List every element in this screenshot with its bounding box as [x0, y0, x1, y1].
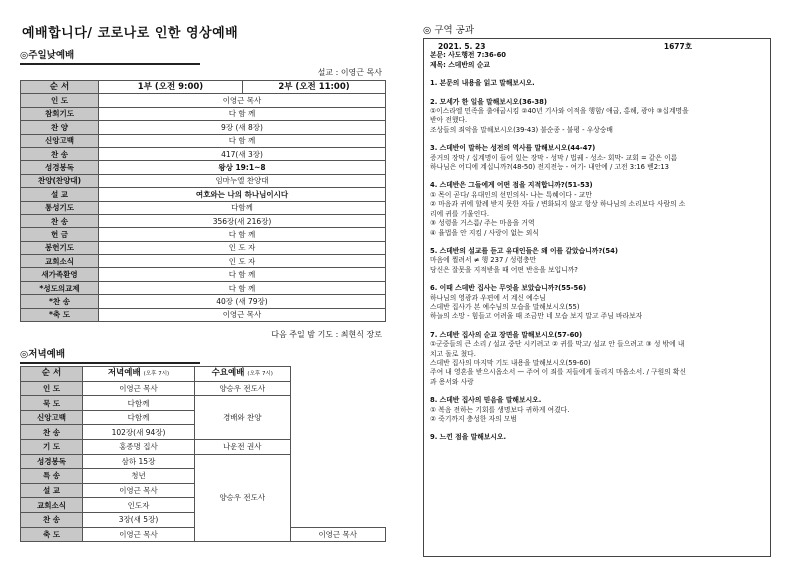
evening-header: 저녁예배	[107, 367, 141, 378]
header-cell	[83, 367, 195, 382]
evening-value: 이영근 목사	[83, 381, 195, 396]
table-row	[21, 454, 386, 469]
study-box	[423, 38, 771, 557]
answer-line: 스데반 집사가 본 예수님의 모습을 말해보시오(55)	[430, 302, 580, 311]
row-label: 통성기도	[21, 201, 99, 214]
row-value: 417(새 3장)	[99, 147, 386, 160]
table-row	[21, 147, 386, 160]
table-row	[21, 134, 386, 147]
question: 2. 모세가 한 일을 말해보시오(36-38)	[430, 97, 547, 106]
row-label: 찬 송	[21, 425, 83, 440]
evening-value: 102장(새 94장)	[83, 425, 195, 440]
answer-line: ③ 성령을 거스름/ 주는 마음을 거역	[430, 219, 535, 228]
doc-title: 예배합니다/ 코로나로 인한 영상예배	[22, 26, 239, 41]
question: 5. 스데반의 설교를 듣고 유대인들은 왜 이를 갈았습니까?(54)	[430, 246, 618, 255]
row-label: *축 도	[21, 308, 99, 321]
row-value: 인 도 자	[99, 255, 386, 268]
study-section-title: ◎ 구역 공과	[423, 25, 475, 36]
date-row	[430, 42, 764, 51]
evening-order-table	[20, 366, 386, 542]
lesson-lines	[430, 79, 764, 443]
wednesday-value: 경배와 찬양	[195, 396, 291, 440]
table-row	[21, 241, 386, 254]
evening-value: 다함께	[83, 396, 195, 411]
text-reference: 본문: 사도행전 7:36-60	[430, 51, 507, 60]
answer-line: ①이스라엘 민족을 출애굽시킴 ②40년 기사와 이적을 행함/ 애굽, 홍해, 광야 ③십계명을	[430, 107, 689, 116]
table-row	[21, 201, 386, 214]
table-row	[21, 228, 386, 241]
row-value: 임마누엘 찬양대	[99, 174, 386, 187]
header-cell	[195, 367, 291, 382]
evening-section-title: ◎저녁예배	[20, 346, 200, 364]
answer-line: 치고 돌로 쳤다.	[430, 349, 476, 358]
table-row	[21, 174, 386, 187]
lesson-subject: 제목: 스데반의 순교	[430, 60, 490, 69]
table-row	[21, 381, 386, 396]
answer-line: ①군중들의 큰 소리 / 설교 중단 시키려고 ② 귀를 막고/ 설교 안 들으려고 ③ 성 밖에 내	[430, 340, 685, 349]
row-label: 기 도	[21, 440, 83, 455]
row-label: 찬양(찬양대)	[21, 174, 99, 187]
answer-line: 받아 전했다.	[430, 116, 468, 125]
evening-value: 다함께	[83, 410, 195, 425]
row-value: 다 함 께	[99, 134, 386, 147]
left-page	[20, 22, 386, 542]
table-row	[21, 107, 386, 120]
table-row	[21, 440, 386, 455]
evening-value: 이영근 목사	[83, 483, 195, 498]
row-value: 다 함 께	[99, 268, 386, 281]
row-label: 특 송	[21, 469, 83, 484]
row-label: 묵 도	[21, 396, 83, 411]
row-value: 이영근 목사	[99, 308, 386, 321]
evening-value: 인도자	[83, 498, 195, 513]
issue-number: 1677호	[663, 42, 692, 51]
answer-line: ① 목이 곧다/ 유대인의 선민의식- 나는 특혜이다 - 교만	[430, 190, 592, 199]
row-label: 참회기도	[21, 107, 99, 120]
row-label: 헌 금	[21, 228, 99, 241]
table-row	[21, 188, 386, 201]
answer-line: 마음에 찔려서 ≠ 행 237 / 성령충만	[430, 256, 537, 265]
table-header	[21, 81, 386, 94]
table-row	[21, 121, 386, 134]
header-cell: 순 서	[21, 367, 83, 382]
answer-line: ② 죽기까지 충성한 자의 모범	[430, 415, 517, 423]
row-value: 다 함 께	[99, 107, 386, 120]
question: 1. 본문의 내용을 읽고 말해보시오.	[430, 79, 535, 88]
answer-line: 하나님의 영광과 우편에 서 계신 예수님	[430, 293, 546, 302]
row-value: 356장(새 216장)	[99, 214, 386, 227]
sunday-order-table	[20, 80, 386, 322]
answer-line: 당신은 잘못을 지적받을 때 어떤 반응을 보입니까?	[430, 265, 578, 274]
wednesday-header: 수요예배	[211, 367, 245, 378]
table-row	[21, 396, 386, 411]
row-label: 설 교	[21, 483, 83, 498]
row-label: 신앙고백	[21, 410, 83, 425]
row-label: *성도의교제	[21, 281, 99, 294]
row-label: 찬 송	[21, 214, 99, 227]
header-cell: 2부 (오전 11:00)	[243, 81, 386, 94]
row-value: 9장 (새 8장)	[99, 121, 386, 134]
table-row	[21, 295, 386, 308]
row-label: 축 도	[21, 527, 83, 542]
row-label: 찬 송	[21, 512, 83, 527]
row-label: 찬 송	[21, 147, 99, 160]
question: 8. 스데반 집사의 믿음을 말해보시오.	[430, 396, 542, 405]
row-value: 여호와는 나의 하나님이시다	[99, 188, 386, 201]
question: 3. 스데반이 말하는 성전의 역사를 말해보시오(44-47)	[430, 144, 596, 153]
evening-time: (오후 7시)	[143, 370, 170, 377]
row-label: 교회소식	[21, 255, 99, 268]
table-row	[21, 268, 386, 281]
row-value: 다함께	[99, 201, 386, 214]
row-label: 새가족환영	[21, 268, 99, 281]
wednesday-value: 양승우 전도사	[195, 381, 291, 396]
evening-value: 청년	[83, 469, 195, 484]
row-label: 신앙고백	[21, 134, 99, 147]
table-row	[21, 214, 386, 227]
answer-line: 조상들의 죄악을 말해보시오(39-43) 불순종 - 불평 - 우상숭배	[430, 125, 613, 134]
date: 2021. 5. 23	[438, 42, 486, 51]
answer-line: 증거의 장막 / 십계명이 들어 있는 장막 - 성막 / 법궤 - 성소- 회막- 교회 = 같은 이름	[430, 153, 678, 162]
question: 9. 느낀 점을 말해보시오.	[430, 433, 507, 442]
row-label: 인 도	[21, 94, 99, 107]
table-row	[21, 281, 386, 294]
table-header	[21, 367, 386, 382]
row-label: *찬 송	[21, 295, 99, 308]
row-value: 40장 (새 79장)	[99, 295, 386, 308]
evening-value: 삼하 15장	[83, 454, 195, 469]
answer-line: ② 마음과 귀에 할례 받지 못한 자들 / 변화되지 않고 항상 하나님의 소리보다 사람의 소	[430, 200, 686, 209]
table-row	[21, 255, 386, 268]
table-row	[21, 161, 386, 174]
row-value: 인 도 자	[99, 241, 386, 254]
wednesday-value: 이영근 목사	[290, 527, 386, 542]
evening-value: 3장(새 5장)	[83, 512, 195, 527]
table-row	[21, 94, 386, 107]
row-value: 다 함 께	[99, 281, 386, 294]
row-label: 봉헌기도	[21, 241, 99, 254]
evening-value: 홍종명 집사	[83, 440, 195, 455]
answer-line: 리에 귀를 기울인다.	[430, 209, 490, 218]
right-page	[423, 22, 771, 557]
row-label: 인 도	[21, 381, 83, 396]
header-cell: 1부 (오전 9:00)	[99, 81, 243, 94]
evening-value: 이영근 목사	[83, 527, 195, 542]
question: 7. 스데반 집사의 순교 장면을 말해보시오(57-60)	[430, 330, 583, 339]
answer-line: ④ 율법을 안 지킴 / 사랑이 없는 외식	[430, 228, 539, 237]
preacher: 설교 : 이영근 목사	[317, 68, 382, 77]
answer-line: 하나님은 어디에 계십니까?(48-50) 전지전능 - 여기- 내안에 / 고전 3:16 벧2:13	[430, 163, 670, 172]
next-prayer: 다음 주일 밤 기도 : 최현식 장로	[271, 330, 382, 340]
row-label: 성경봉독	[21, 161, 99, 174]
row-value: 다 함 께	[99, 228, 386, 241]
wednesday-value: 나운전 권사	[195, 440, 291, 455]
row-value: 이영근 목사	[99, 94, 386, 107]
answer-line: 스데반 집사의 마지막 기도 내용을 말해보시오(59-60)	[430, 358, 591, 367]
header-cell: 순 서	[21, 81, 99, 94]
question: 6. 이때 스데반 집사는 무엇을 보았습니까?(55-56)	[430, 284, 587, 293]
table-row	[21, 308, 386, 321]
question: 4. 스데반은 그들에게 어떤 점을 지적합니까?(51-53)	[430, 181, 593, 190]
row-label: 찬 양	[21, 121, 99, 134]
sunday-section-title: ◎주일낮예배	[20, 47, 200, 65]
row-label: 설 교	[21, 188, 99, 201]
answer-line: 하늘의 소망 - 힘들고 어려울 때 조금만 네 모습 보지 말고 주님 바라보자	[430, 312, 643, 321]
answer-line: 과 용서와 사랑	[430, 377, 474, 386]
row-label: 교회소식	[21, 498, 83, 513]
row-label: 성경봉독	[21, 454, 83, 469]
row-value: 왕상 19:1~8	[99, 161, 386, 174]
answer-line: 주여 내 영혼을 받으시옵소서 — 주여 이 죄를 저들에게 돌리지 마옵소서. / 구원의 확신	[430, 368, 687, 377]
answer-line: ① 복음 전하는 기회를 생명보다 귀하게 여겼다.	[430, 405, 570, 414]
wednesday-value: 양승우 전도사	[195, 454, 291, 542]
wednesday-time: (오후 7시)	[247, 370, 273, 377]
